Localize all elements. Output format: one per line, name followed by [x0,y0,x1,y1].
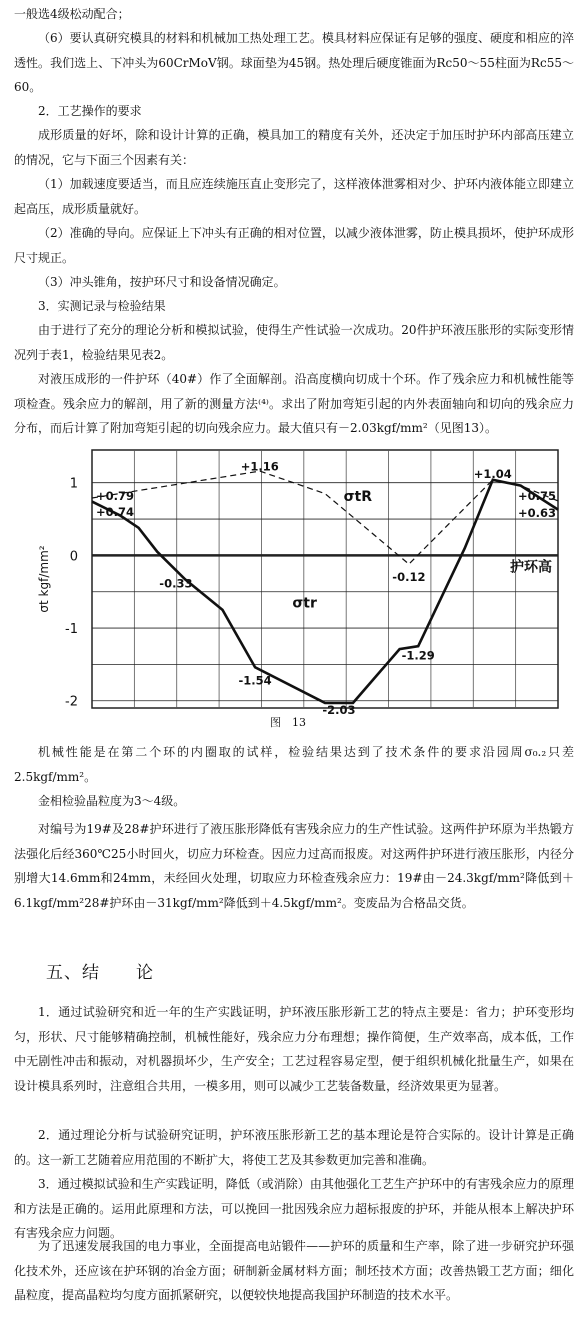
paragraph-residual-stress: 对液压成形的一件护环（40#）作了全面解剖。沿高度横向切成十个环。作了残余应力和机械性能等项检查。残余应力的解剖，用了新的测量方法⁽⁴⁾。求出了附加弯矩引起的内外表面轴向和切向的残余应力分布，而后计算了附加弯矩引起的切向残余应力。最大值只有－2.03kgf/mm²（见图13）。 [14,372,574,435]
y-tick-label: -1 [65,622,78,638]
heading-operation-requirements: 2．工艺操作的要求 [38,104,142,118]
paragraph-grain: 金相检验晶粒度为3～4级。 [38,794,186,808]
data-label: -1.29 [401,648,435,663]
data-label: -0.12 [392,570,426,585]
conclusion-3: 3．通过模拟试验和生产实践证明，降低（或消除）由其他强化工艺生产护环中的有害残余应力的原理和方法是正确的。运用此原理和方法，可以挽回一批因残余应力超标报废的护环，并能从根本上解决护环有害残余应力问题。 [14,1177,574,1240]
series-name-label: σtr [292,595,317,612]
paragraph-guidance: （2）准确的导向。应保证上下冲头有正确的相对位置，以减少液体泄雾，防止模具损坏，使护环成形尺寸规正。 [14,226,574,265]
data-label: -0.33 [159,576,193,591]
text-line-fit: 一般选4级松动配合； [14,7,130,21]
data-label: +0.74 [96,504,135,519]
x-axis-label: 护环高 [510,559,552,576]
paragraph-punch-angle: （3）冲头锥角，按护环尺寸和设备情况确定。 [38,275,286,289]
series-name-label: σtR [343,488,373,505]
data-label: +1.04 [473,466,512,481]
data-label: -1.54 [238,673,272,688]
section-title-conclusion: 五、结 论 [46,963,154,983]
paragraph-production-test: 对编号为19#及28#护环进行了液压胀形降低有害残余应力的生产性试验。这两件护环原为半热锻方法强化后经360℃25小时回火，切应力环检查。因应力过高而报废。对这两件护环进行液压胀形，内径分别增大14.6mm和24mm，未经回火处理，切取应力环检查残余应力：19#由－24.3kgf/mm²降低到＋6.1kgf/mm²28#护环由－31kgf/mm²降低到＋4.5kgf/mm²。变废品为合格品交货。 [14,822,574,910]
series-line [92,471,558,564]
y-tick-label: 0 [69,549,78,565]
data-label: +1.16 [240,459,279,474]
paragraph-mechanical: 机械性能是在第二个环的内圈取的试样，检验结果达到了技术条件的要求沿园周σ₀.₂只差2.5kgf/mm²。 [14,745,574,784]
y-tick-label: 1 [69,476,78,492]
data-label: +0.63 [517,506,556,521]
paragraph-loading-speed: （1）加载速度要适当，而且应连续施压直止变形完了，这样液体泄雾相对少、护环内液体能立即建立起高压，成形质量就好。 [14,177,574,216]
paragraph-mold-material: （6）要认真研究模具的材料和机械加工热处理工艺。模具材料应保证有足够的强度、硬度和相应的淬透性。我们选上、下冲头为60CrMoV钢。球面垫为45钢。热处理后硬度锥面为Rc50～55柱面为Rc55～60。 [14,31,574,94]
paragraph-test-results: 由于进行了充分的理论分析和模拟试验，使得生产性试验一次成功。20件护环液压胀形的实际变形情况列于表1，检验结果见表2。 [14,323,574,362]
data-label: +0.79 [96,488,135,503]
conclusion-4: 为了迅速发展我国的电力事业，全面提高电站锻件——护环的质量和生产率，除了进一步研究护环强化技术外，还应该在护环钢的冶金方面；研制新金属材料方面；制坯技术方面；改善热锻工艺方面；细化晶粒度，提高晶粒均匀度方面抓紧研究，以便较快地提高我国护环制造的技术水平。 [14,1239,574,1302]
figure-caption: 图 13 [270,716,306,729]
figure-13-chart [30,442,570,722]
conclusion-1: 1．通过试验研究和近一年的生产实践证明，护环液压胀形新工艺的特点主要是：省力；护环变形均匀，形状、尺寸能够精确控制，机械性能好，残余应力分布理想；操作简便，生产效率高，成本低，工作中无剧性冲击和振动，对机器损坏少，生产安全；工艺过程容易定型，便于组织机械化批量生产，如果在设计模具系列时，注意组合共用，一模多用，则可以减少工艺装备数量，经济效果更为显著。 [14,1005,574,1093]
heading-test-records: 3．实测记录与检验结果 [38,299,166,313]
y-tick-label: -2 [65,694,78,710]
data-label: -2.03 [322,703,356,718]
paragraph-pressure: 成形质量的好坏，除和设计计算的正确，模具加工的精度有关外，还决定于加压时护环内部高压建立的情况，它与下面三个因素有关： [14,128,574,167]
y-axis-label: σt kgf/mm² [37,545,51,613]
conclusion-2: 2．通过理论分析与试验研究证明，护环液压胀形新工艺的基本理论是符合实际的。设计计算是正确的。这一新工艺随着应用范围的不断扩大，将使工艺及其参数更加完善和准确。 [14,1128,574,1167]
data-label: +0.75 [517,488,556,503]
